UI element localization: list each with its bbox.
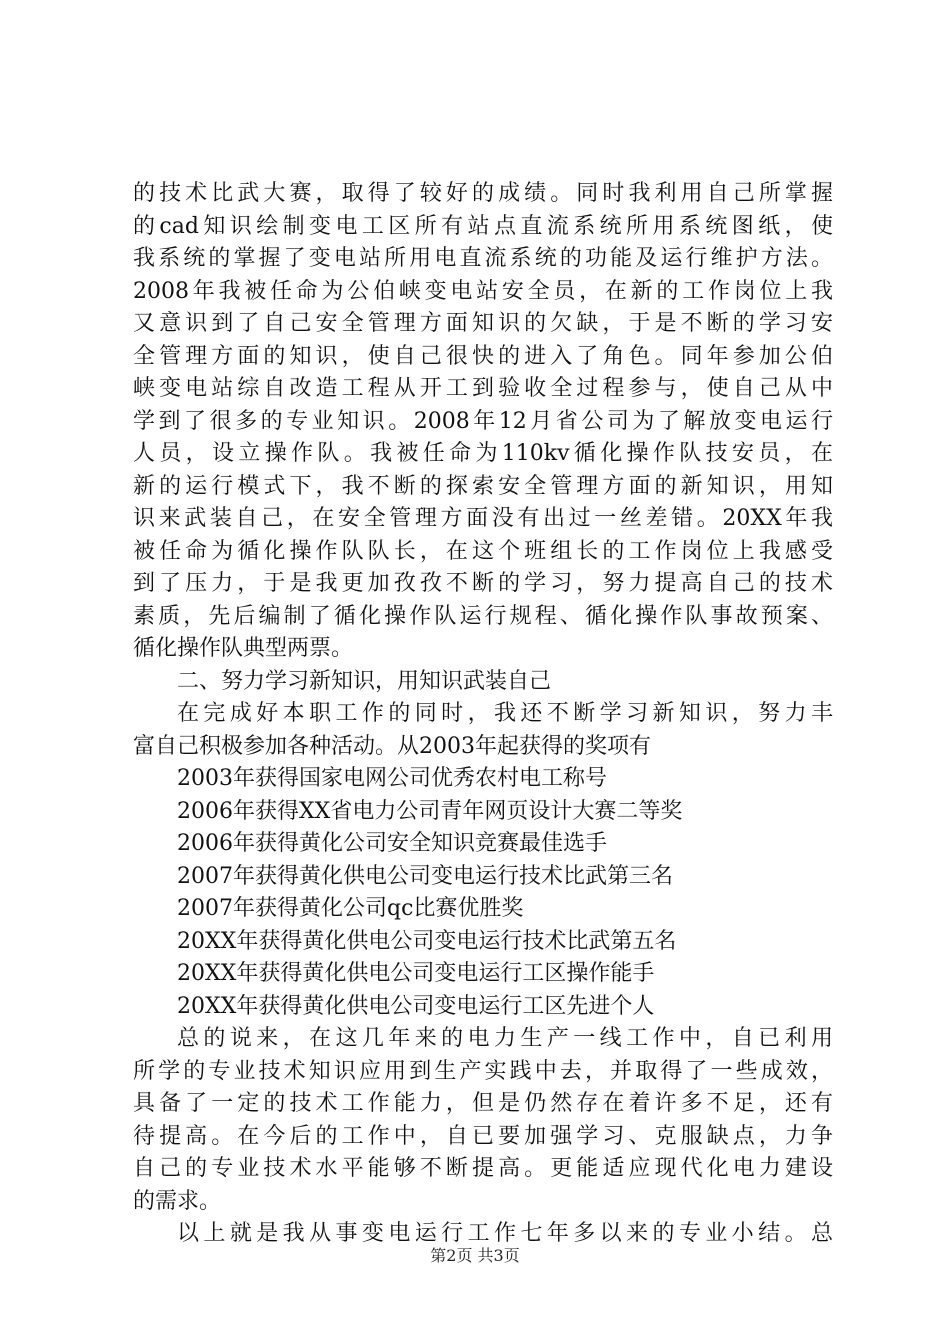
text-line: 2003年获得国家电网公司优秀农村电工称号 bbox=[177, 766, 607, 791]
text-line: 的cad知识绘制变电工区所有站点直流系统所用系统图纸，使 bbox=[133, 213, 833, 239]
text-line: 2007年获得黄化公司qc比赛优胜奖 bbox=[177, 896, 524, 921]
text-line: 在完成好本职工作的同时，我还不断学习新知识，努力丰 bbox=[177, 701, 833, 726]
text-line: 峡变电站综自改造工程从开工到验收全过程参与，使自己从中 bbox=[133, 376, 833, 401]
text-line: 到了压力，于是我更加孜孜不断的学习，努力提高自己的技术 bbox=[133, 571, 833, 596]
text-line: 二、努力学习新知识，用知识武装自己 bbox=[177, 668, 552, 694]
text-line: 学到了很多的专业知识。2008年12月省公司为了解放变电运行 bbox=[133, 408, 833, 434]
text-line: 被任命为循化操作队队长，在这个班组长的工作岗位上我感受 bbox=[133, 538, 833, 564]
text-line: 20XX年获得黄化供电公司变电运行工区先进个人 bbox=[177, 993, 655, 1019]
text-line: 识来武装自己，在安全管理方面没有出过一丝差错。20XX年我 bbox=[133, 506, 833, 531]
text-line: 我系统的掌握了变电站所用电直流系统的功能及运行维护方法。 bbox=[133, 246, 833, 271]
text-line: 以上就是我从事变电运行工作七年多以来的专业小结。总 bbox=[177, 1221, 833, 1246]
text-line: 所学的专业技术知识应用到生产实践中去，并取得了一些成效， bbox=[133, 1058, 833, 1084]
document-body bbox=[133, 178, 833, 1251]
text-line: 2006年获得黄化公司安全知识竞赛最佳选手 bbox=[177, 831, 607, 856]
text-line: 2007年获得黄化供电公司变电运行技术比武第三名 bbox=[177, 863, 673, 889]
page-footer: 第2页 共3页 bbox=[430, 1246, 520, 1265]
text-line: 具备了一定的技术工作能力，但是仍然存在着许多不足，还有 bbox=[133, 1091, 833, 1116]
text-line: 又意识到了自己安全管理方面知识的欠缺，于是不断的学习安 bbox=[133, 311, 833, 336]
text-line: 2006年获得XX省电力公司青年网页设计大赛二等奖 bbox=[177, 798, 683, 824]
text-line: 20XX年获得黄化供电公司变电运行技术比武第五名 bbox=[177, 928, 677, 954]
text-line: 素质，先后编制了循化操作队运行规程、循化操作队事故预案、 bbox=[133, 603, 833, 629]
text-line: 的需求。 bbox=[133, 1188, 222, 1214]
text-line: 新的运行模式下，我不断的探索安全管理方面的新知识，用知 bbox=[133, 473, 833, 499]
text-line: 循化操作队典型两票。 bbox=[133, 636, 354, 661]
text-line: 自己的专业技术水平能够不断提高。更能适应现代化电力建设 bbox=[133, 1156, 833, 1181]
text-line: 人员，设立操作队。我被任命为110kv循化操作队技安员，在 bbox=[133, 441, 833, 466]
text-line: 富自己积极参加各种活动。从2003年起获得的奖项有 bbox=[133, 733, 651, 759]
text-line: 的技术比武大赛，取得了较好的成绩。同时我利用自己所掌握 bbox=[133, 181, 833, 206]
text-line: 总的说来，在这几年来的电力生产一线工作中，自已利用 bbox=[177, 1026, 833, 1051]
text-line: 2008年我被任命为公伯峡变电站安全员，在新的工作岗位上我 bbox=[133, 278, 833, 304]
text-line: 全管理方面的知识，使自己很快的进入了角色。同年参加公伯 bbox=[133, 343, 833, 369]
text-line: 待提高。在今后的工作中，自已要加强学习、克服缺点，力争 bbox=[133, 1123, 833, 1149]
text-line: 20XX年获得黄化供电公司变电运行工区操作能手 bbox=[177, 961, 655, 986]
